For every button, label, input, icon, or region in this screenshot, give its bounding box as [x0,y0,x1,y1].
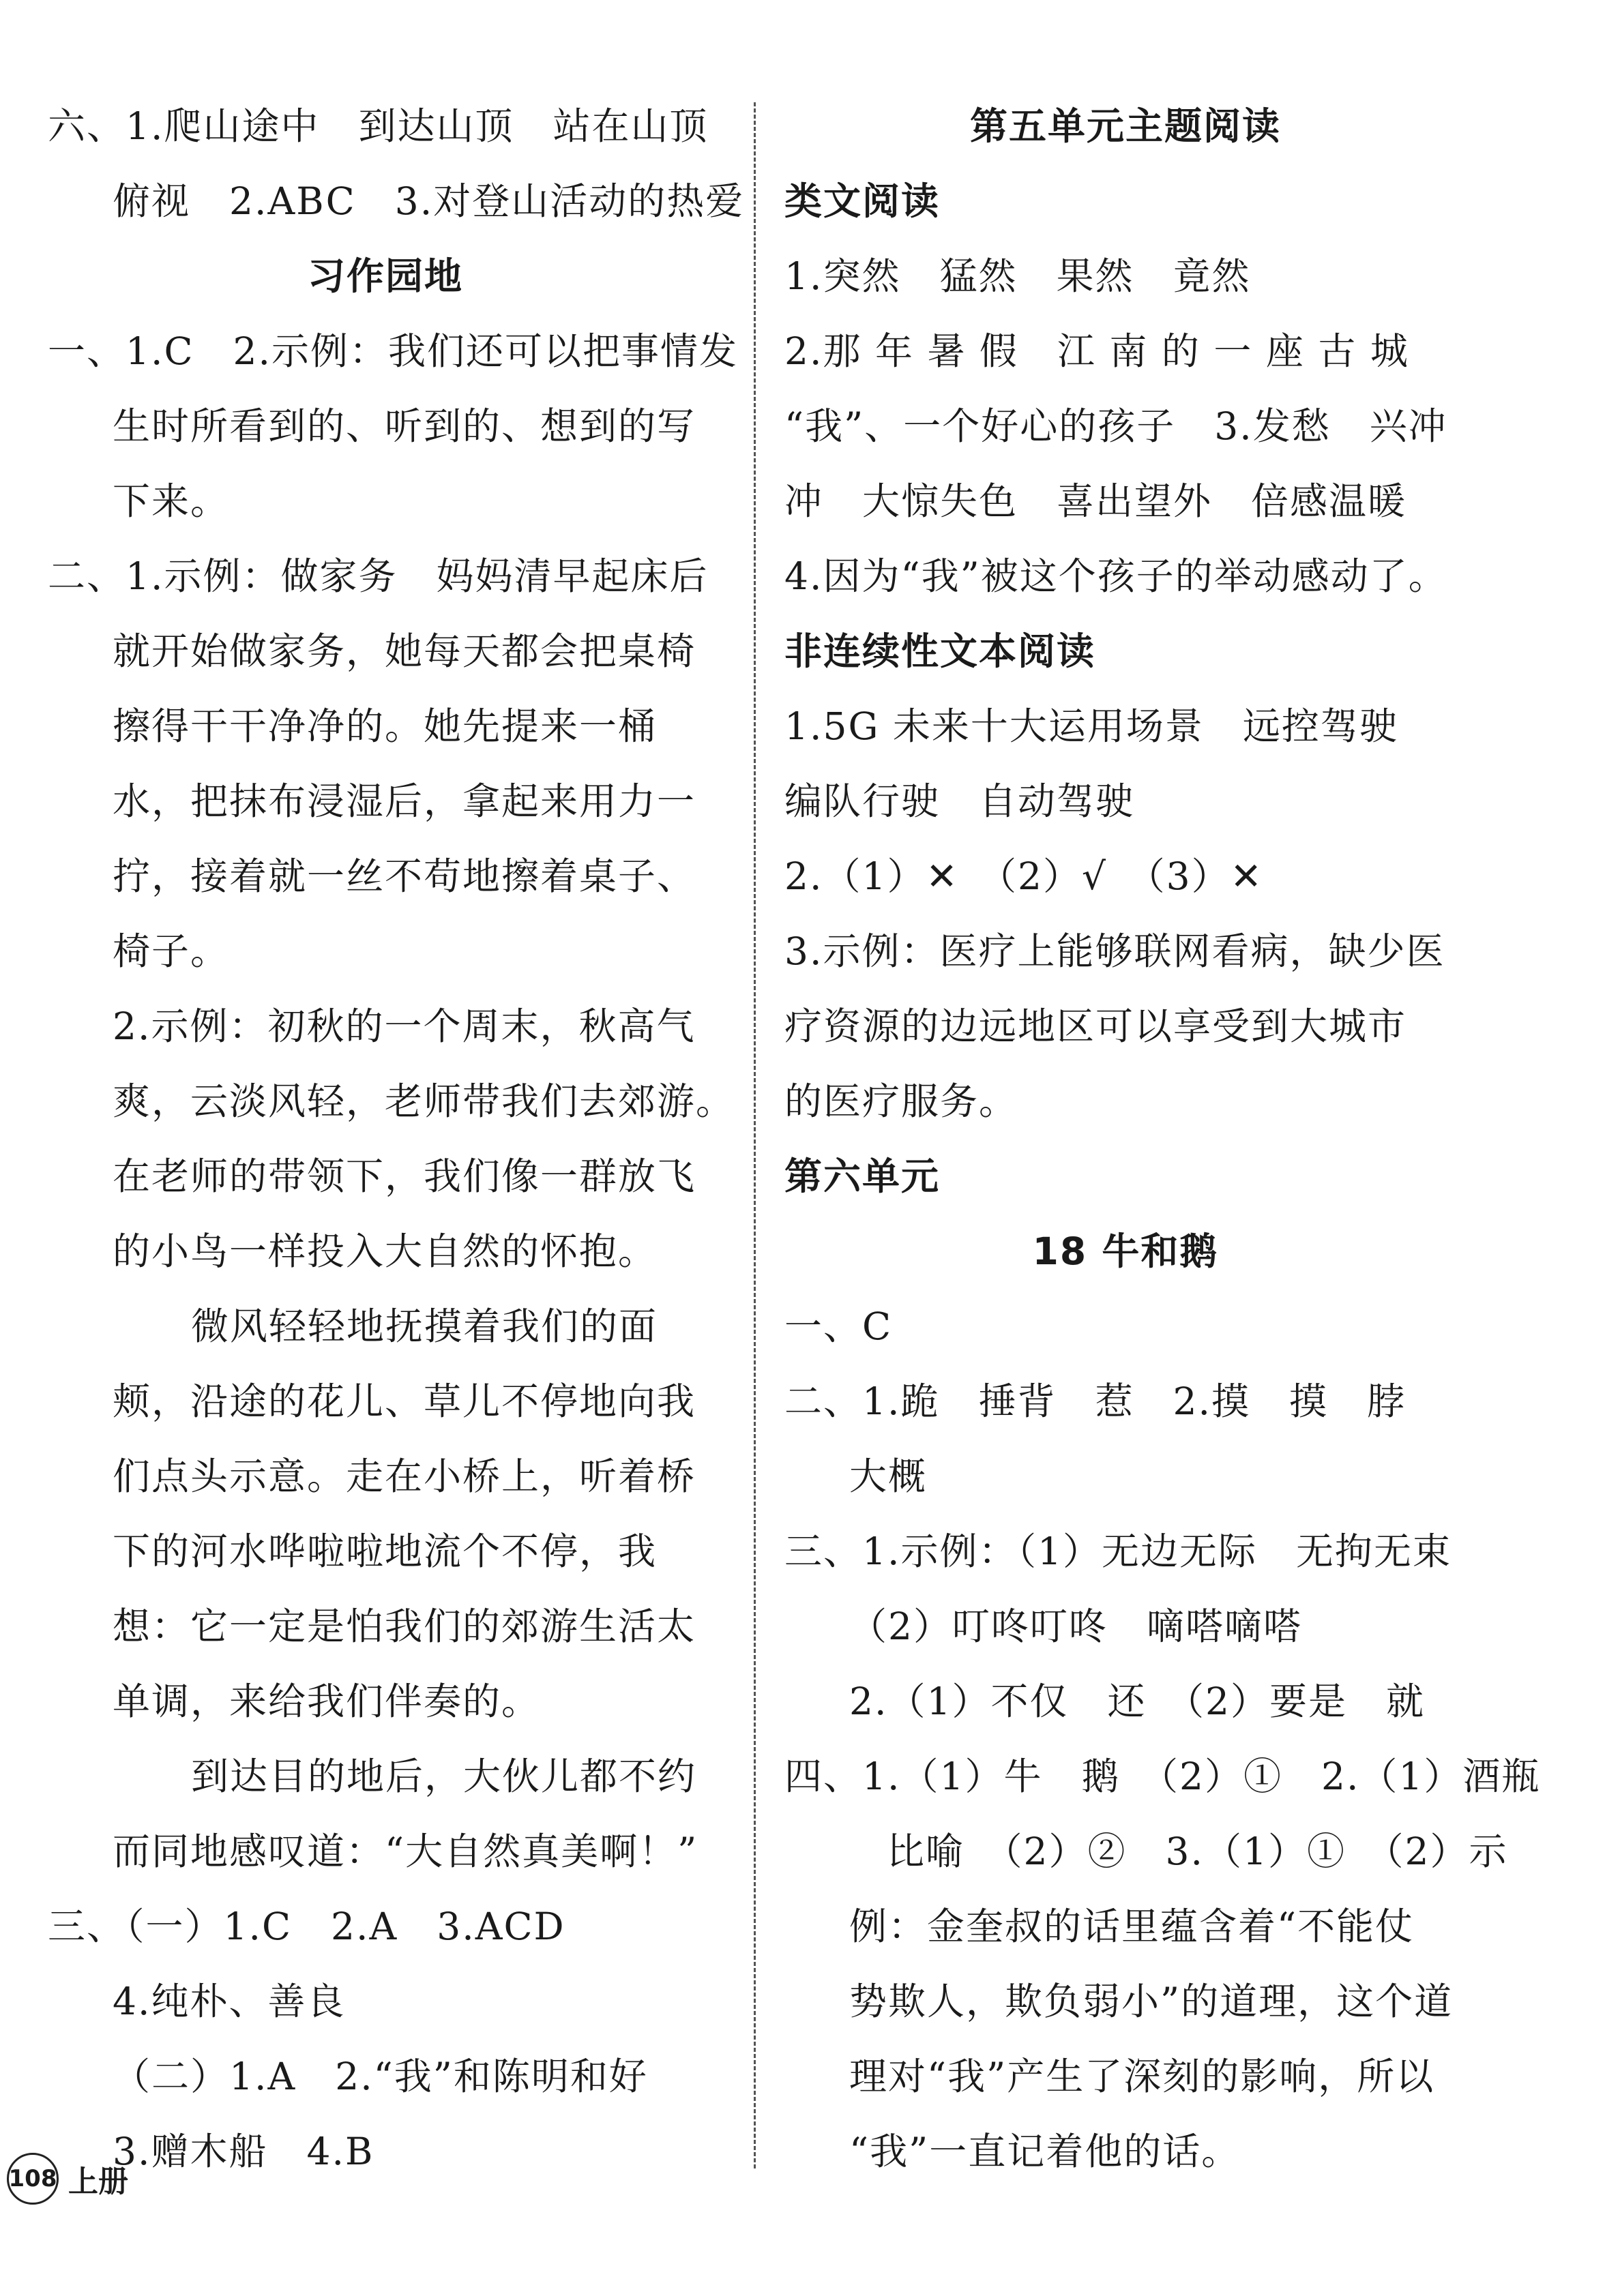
answer-line: 冲 大惊失色 喜出望外 倍感温暖 [784,479,1407,523]
answer-line: 想：它一定是怕我们的郊游生活太 [113,1605,696,1648]
answer-line: 椅子。 [113,929,230,973]
answer-line: “我”一直记着他的话。 [849,2130,1241,2173]
answer-line: 2.那 年 暑 假 江 南 的 一 座 古 城 [784,329,1409,373]
answer-line: 六、1.爬山途中 到达山顶 站在山顶 [48,104,709,148]
answer-line: 大概 [849,1455,928,1498]
answer-line: 单调，来给我们伴奏的。 [113,1680,541,1723]
answer-line: 生时所看到的、听到的、想到的写 [113,404,696,448]
answer-line: 疗资源的边远地区可以享受到大城市 [784,1004,1407,1048]
answer-line: 2.（1）✕ （2）√ （3）✕ [784,854,1263,898]
answer-line: 在老师的带领下，我们像一群放飞 [113,1154,696,1198]
answer-line: 爽，云淡风轻，老师带我们去郊游。 [113,1079,735,1123]
answer-line: （2）叮咚叮咚 嘀嗒嘀嗒 [849,1605,1302,1648]
answer-line: 编队行驶 自动驾驶 [784,779,1135,823]
answer-line: 二、1.示例：做家务 妈妈清早起床后 [48,554,709,598]
section-heading: 第五单元主题阅读 [969,104,1281,148]
answer-line: 3.赠木船 4.B [113,2130,374,2173]
answer-line: 4.纯朴、善良 [113,1980,346,2023]
answer-line: 比喻 （2）② 3.（1）① （2）示 [887,1830,1508,1873]
answer-line: 2.（1）不仅 还 （2）要是 就 [849,1680,1425,1723]
page-number: 108 [7,2153,59,2205]
answer-line: 一、C [784,1304,893,1348]
answer-line: 4.因为“我”被这个孩子的举动感动了。 [784,554,1447,598]
section-heading: 类文阅读 [784,179,941,223]
answer-line: 水，把抹布浸湿后，拿起来用力一 [113,779,696,823]
section-heading: 习作园地 [307,254,463,298]
answer-line: 下来。 [113,479,230,523]
answer-line: 二、1.跪 捶背 惹 2.摸 摸 脖 [784,1380,1406,1423]
answer-line: 势欺人，欺负弱小”的道理，这个道 [849,1980,1454,2023]
answer-line: 三、1.示例：（1）无边无际 无拘无束 [784,1530,1452,1573]
answer-line: 就开始做家务，她每天都会把桌椅 [113,629,696,673]
answer-line: 理对“我”产生了深刻的影响，所以 [849,2055,1435,2098]
section-heading: 非连续性文本阅读 [784,629,1096,673]
answer-line: 而同地感叹道：“大自然真美啊！” [113,1830,698,1873]
answer-line: 四、1.（1）牛 鹅 （2）① 2.（1）酒瓶 [784,1755,1541,1798]
answer-line: 3.示例：医疗上能够联网看病，缺少医 [784,929,1445,973]
page-footer [7,2148,128,2209]
answer-line: 微风轻轻地抚摸着我们的面 [191,1304,658,1348]
answer-line: 2.示例：初秋的一个周末，秋高气 [113,1004,696,1048]
volume-label: 上册 [68,2164,128,2199]
answer-line: 例：金奎叔的话里蕴含着“不能仗 [849,1905,1415,1948]
answer-line: 的医疗服务。 [784,1079,1018,1123]
answer-line: 的小鸟一样投入大自然的怀抱。 [113,1229,658,1273]
answer-line: 一、1.C 2.示例：我们还可以把事情发 [48,329,739,373]
section-heading: 第六单元 [784,1154,941,1198]
answer-line: （二）1.A 2.“我”和陈明和好 [113,2055,648,2098]
answer-line: 1.突然 猛然 果然 竟然 [784,254,1251,298]
answer-line: 1.5G 未来十大运用场景 远控驾驶 [784,704,1398,748]
answer-line: 俯视 2.ABC 3.对登山活动的热爱 [113,179,745,223]
answer-line: “我”、一个好心的孩子 3.发愁 兴冲 [784,404,1447,448]
answer-line: 们点头示意。走在小桥上，听着桥 [113,1455,696,1498]
column-divider [754,102,756,2168]
answer-line: 拧，接着就一丝不苟地擦着桌子、 [113,854,696,898]
answer-line: 到达目的地后，大伙儿都不约 [191,1755,697,1798]
answer-line: 颊，沿途的花儿、草儿不停地向我 [113,1380,696,1423]
answer-line: 擦得干干净净的。她先提来一桶 [113,704,658,748]
answer-line: 三、（一）1.C 2.A 3.ACD [48,1905,565,1948]
answer-line: 下的河水哗啦啦地流个不停，我 [113,1530,658,1573]
section-heading: 18 牛和鹅 [1032,1229,1219,1273]
